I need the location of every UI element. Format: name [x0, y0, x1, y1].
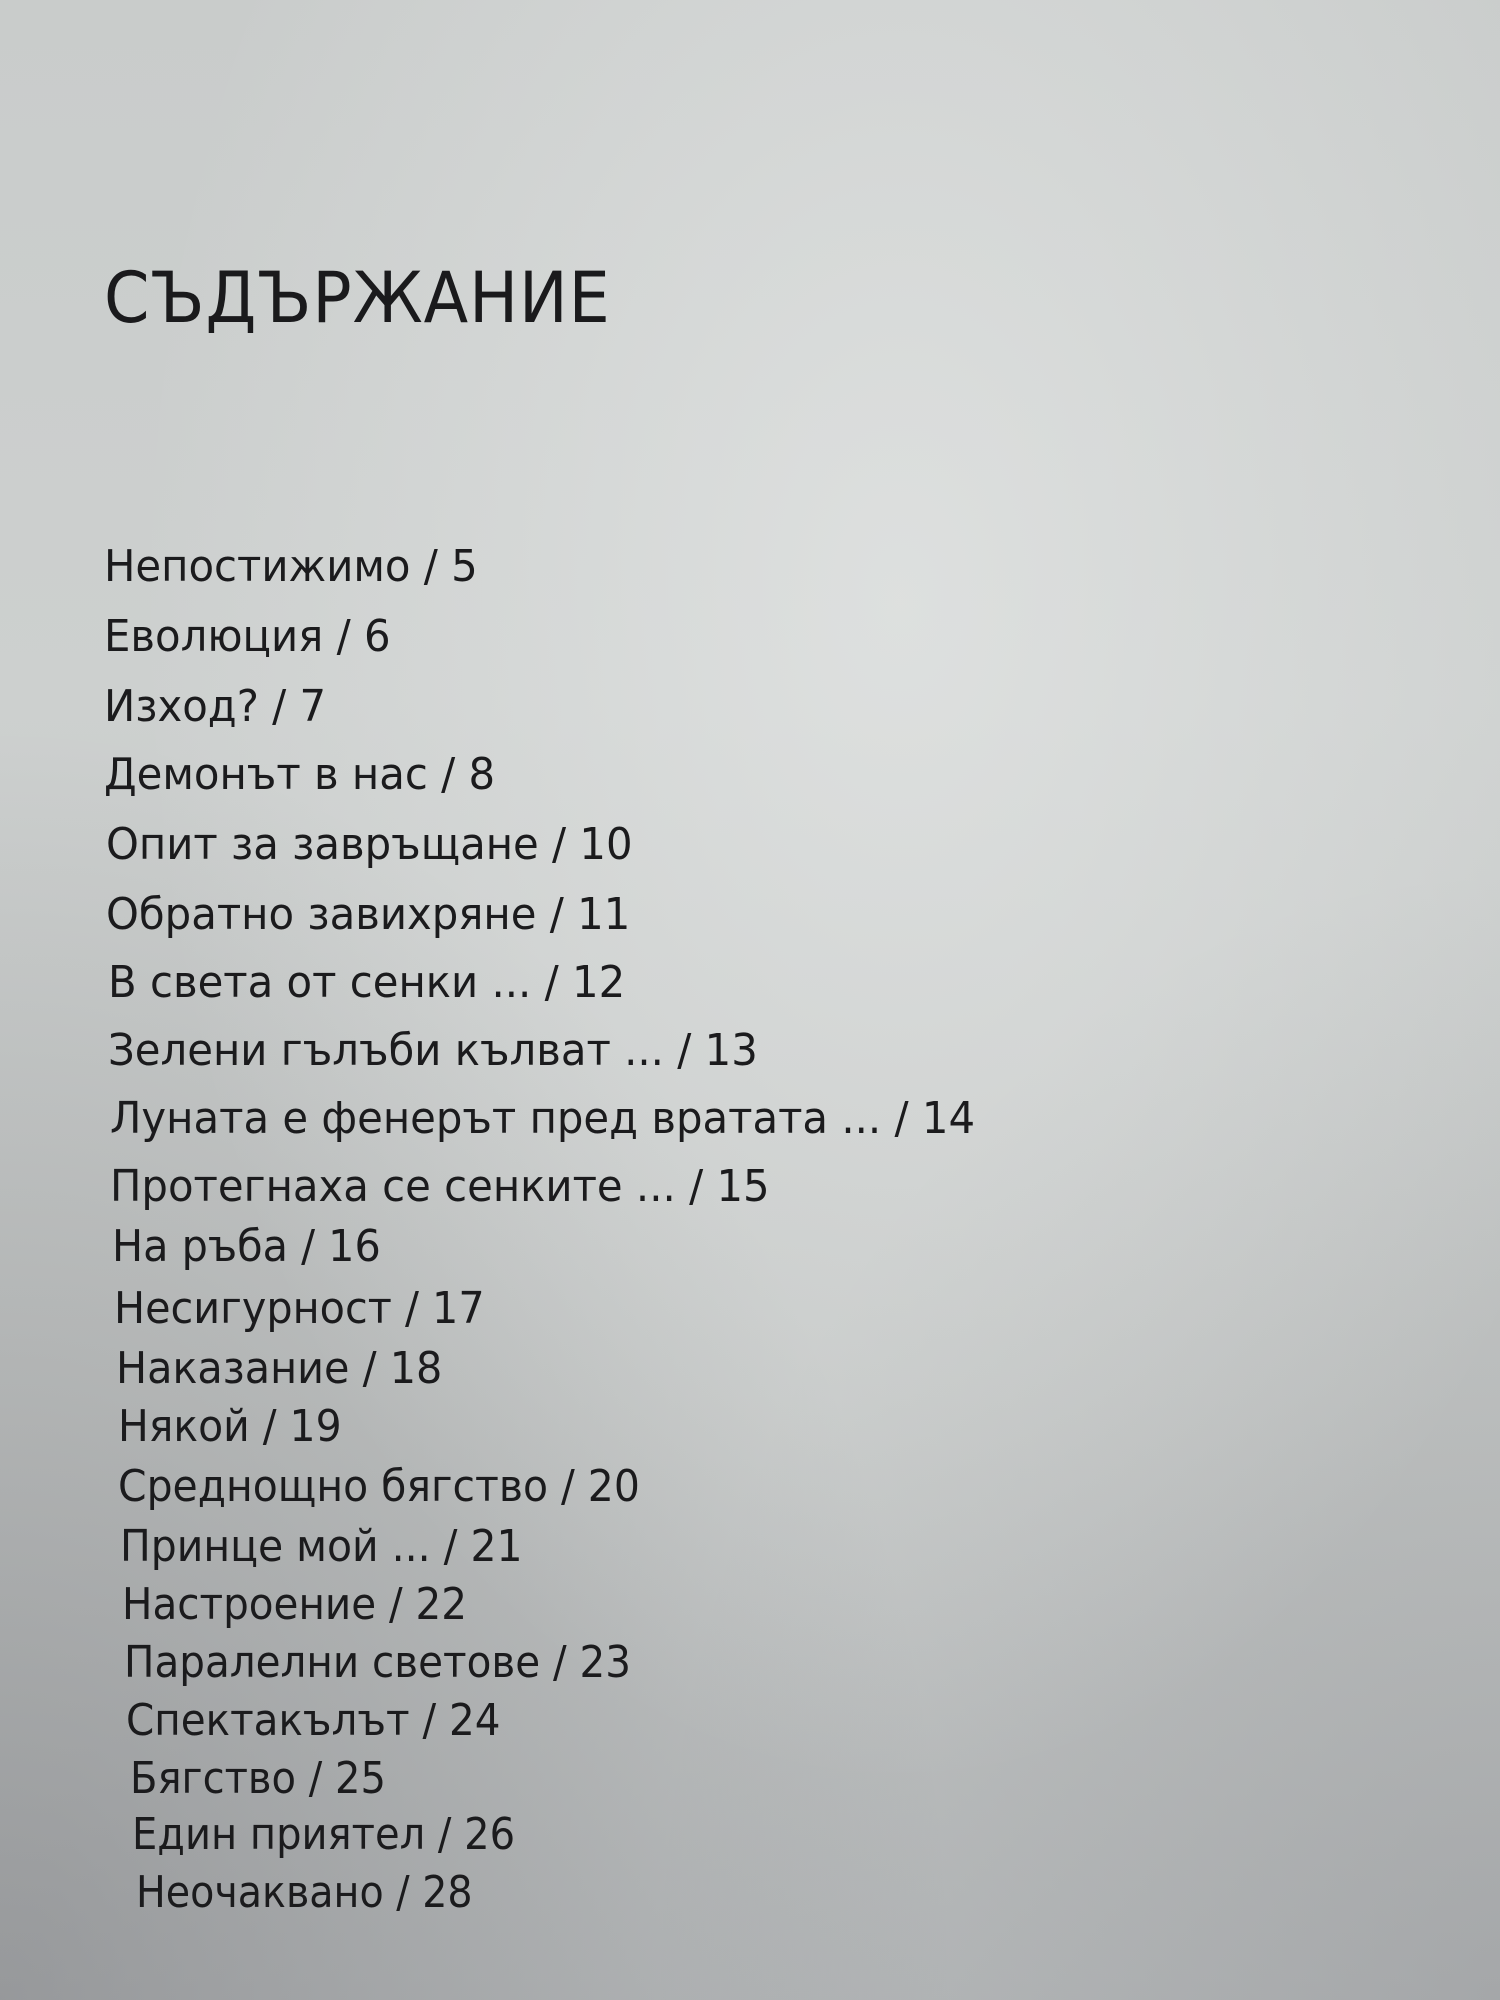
- toc-entry: Луната е фенерът пред вратата ... / 14: [110, 1093, 976, 1144]
- toc-entry: Спектакълът / 24: [126, 1695, 501, 1746]
- toc-entry: Някой / 19: [118, 1401, 342, 1452]
- toc-entry: Непостижимо / 5: [104, 541, 478, 592]
- toc-entry: Един приятел / 26: [132, 1809, 516, 1860]
- page-title: СЪДЪРЖАНИЕ: [104, 256, 611, 339]
- toc-entry: Протегнаха се сенките ... / 15: [110, 1161, 770, 1212]
- toc-entry: Среднощно бягство / 20: [118, 1461, 640, 1512]
- toc-entry: В света от сенки ... / 12: [108, 957, 626, 1008]
- toc-entry: Еволюция / 6: [104, 611, 391, 662]
- toc-entry: Паралелни светове / 23: [124, 1637, 632, 1688]
- toc-entry: Бягство / 25: [130, 1753, 386, 1804]
- toc-entry: Обратно завихряне / 11: [106, 889, 631, 940]
- toc-entry: Неочаквано / 28: [136, 1867, 473, 1918]
- toc-entry: Наказание / 18: [116, 1343, 443, 1394]
- toc-entry: Принце мой ... / 21: [120, 1521, 523, 1572]
- toc-entry: Опит за завръщане / 10: [106, 819, 633, 870]
- toc-entry: Зелени гълъби кълват ... / 13: [108, 1025, 758, 1076]
- toc-entry: Изход? / 7: [104, 681, 327, 732]
- toc-entry: Демонът в нас / 8: [104, 749, 496, 800]
- toc-entry: Настроение / 22: [122, 1579, 468, 1630]
- toc-entry: Несигурност / 17: [114, 1283, 485, 1334]
- toc-entry: На ръба / 16: [112, 1221, 381, 1272]
